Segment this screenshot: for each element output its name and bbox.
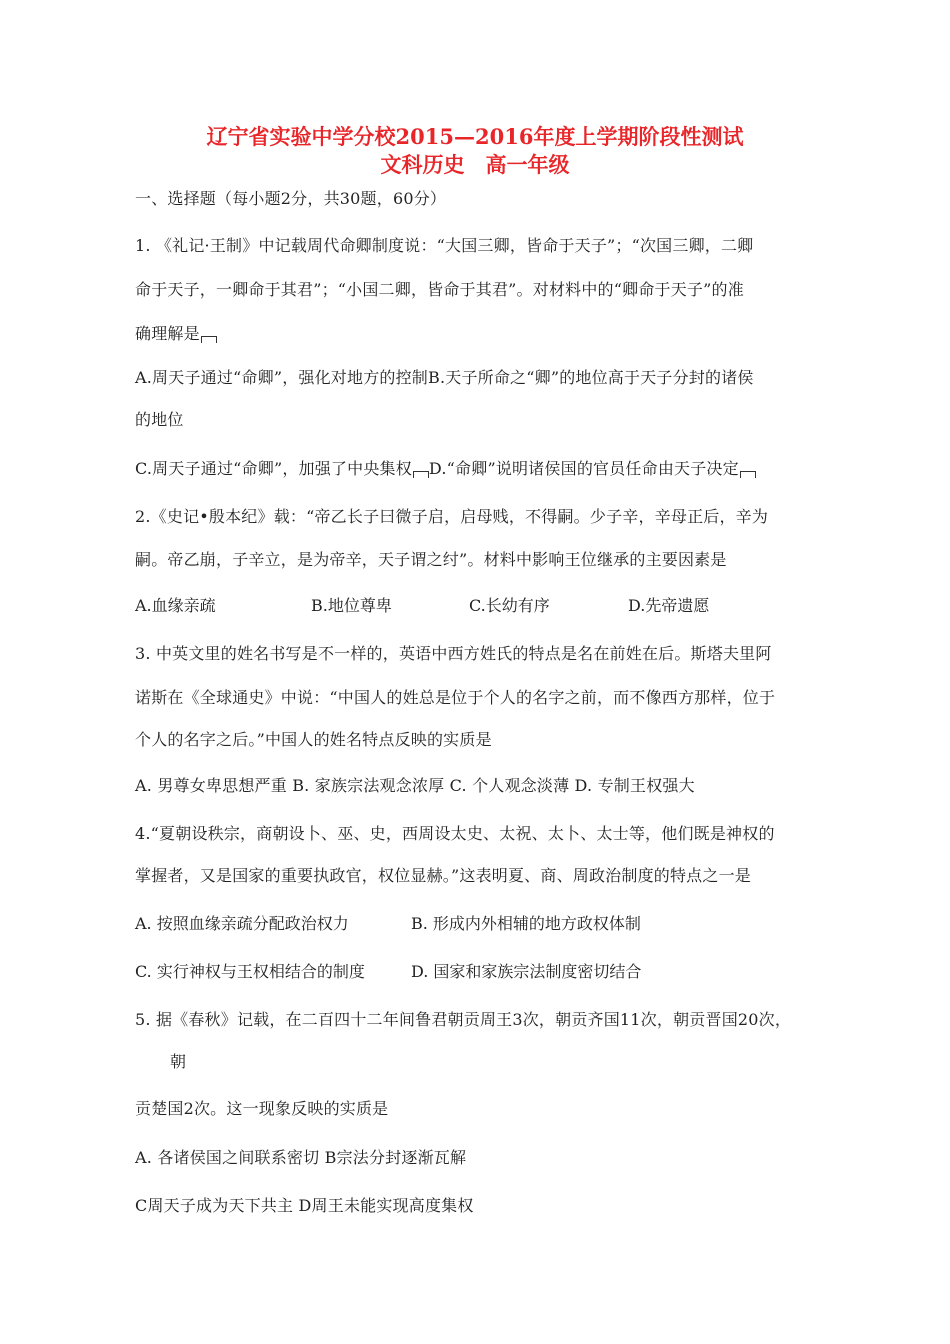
q2-stem-line2: 嗣。帝乙崩，子辛立，是为帝辛，天子谓之纣”。材料中影响王位继承的主要因素是 — [135, 550, 727, 569]
q5-stem-line3: 贡楚国2次。这一现象反映的实质是 — [135, 1099, 389, 1118]
q2-option-a: A.血缘亲疏 — [135, 596, 216, 615]
q5-options-ab: A. 各诸侯国之间联系密切 B宗法分封逐渐瓦解 — [135, 1148, 467, 1167]
q2-option-c: C.长幼有序 — [469, 596, 550, 615]
q3-options: A. 男尊女卑思想严重 B. 家族宗法观念浓厚 C. 个人观念淡薄 D. 专制王权强大 — [135, 776, 695, 795]
q5-stem-line1: 5. 据《春秋》记载，在二百四十二年间鲁君朝贡周王3次，朝贡齐国11次，朝贡晋国20次， — [135, 1010, 792, 1029]
q1-stem-line1: 1. 《礼记·王制》中记载周代命卿制度说：“大国三卿，皆命于天子”；“次国三卿，二卿 — [135, 236, 754, 255]
q4-option-c: C. 实行神权与王权相结合的制度 — [135, 962, 365, 981]
q3-stem-line3: 个人的名字之后。”中国人的姓名特点反映的实质是 — [135, 730, 492, 749]
q1-stem-line2: 命于天子，一卿命于其君”；“小国二卿，皆命于其君”。对材料中的“卿命于天子”的准 — [135, 280, 744, 299]
q1-option-cd — [135, 457, 756, 481]
q2-option-d: D.先帝遗愿 — [628, 596, 710, 615]
exam-title: 辽宁省实验中学分校2015—2016年度上学期阶段性测试 — [206, 124, 744, 149]
q4-stem-line2: 掌握者，又是国家的重要执政官，权位显赫。”这表明夏、商、周政治制度的特点之一是 — [135, 866, 751, 885]
separator-mark — [413, 471, 429, 478]
q1-option-d: D.“命卿”说明诸侯国的官员任命由天子决定 — [428, 459, 739, 478]
q3-stem-line2: 诺斯在《全球通史》中说：“中国人的姓总是位于个人的名字之前，而不像西方那样，位于 — [135, 688, 776, 707]
q5-options-cd: C周天子成为天下共主 D周王未能实现高度集权 — [135, 1196, 474, 1215]
q1-stem-line3 — [135, 322, 217, 346]
q5-stem-line2: 朝 — [170, 1052, 187, 1071]
q4-option-a: A. 按照血缘亲疏分配政治权力 — [135, 914, 349, 933]
q1-option-ab-line1: A.周天子通过“命卿”，强化对地方的控制B.天子所命之“卿”的地位高于天子分封的诸侯 — [135, 368, 754, 387]
q4-option-b: B. 形成内外相辅的地方政权体制 — [411, 914, 641, 933]
section-heading: 一、选择题（每小题2分，共30题，60分） — [135, 189, 447, 208]
answer-blank-mark — [201, 336, 217, 343]
q2-stem-line1: 2.《史记•殷本纪》载：“帝乙长子曰微子启，启母贱，不得嗣。少子辛，辛母正后，辛为 — [135, 507, 769, 526]
q1-option-c: C.周天子通过“命卿”，加强了中央集权 — [135, 459, 412, 478]
q4-option-d: D. 国家和家族宗法制度密切结合 — [411, 962, 642, 981]
q1-option-ab-line2: 的地位 — [135, 410, 184, 429]
q2-option-b: B.地位尊卑 — [311, 596, 392, 615]
q3-stem-line1: 3. 中英文里的姓名书写是不一样的，英语中西方姓氏的特点是名在前姓在后。斯塔夫里阿 — [135, 644, 772, 663]
exam-subtitle: 文科历史 高一年级 — [380, 152, 570, 177]
q4-stem-line1: 4.“夏朝设秩宗，商朝设卜、巫、史，西周设太史、太祝、太卜、太士等，他们既是神权的 — [135, 824, 775, 843]
separator-mark — [740, 471, 756, 478]
q1-stem-text: 确理解是 — [135, 324, 200, 343]
